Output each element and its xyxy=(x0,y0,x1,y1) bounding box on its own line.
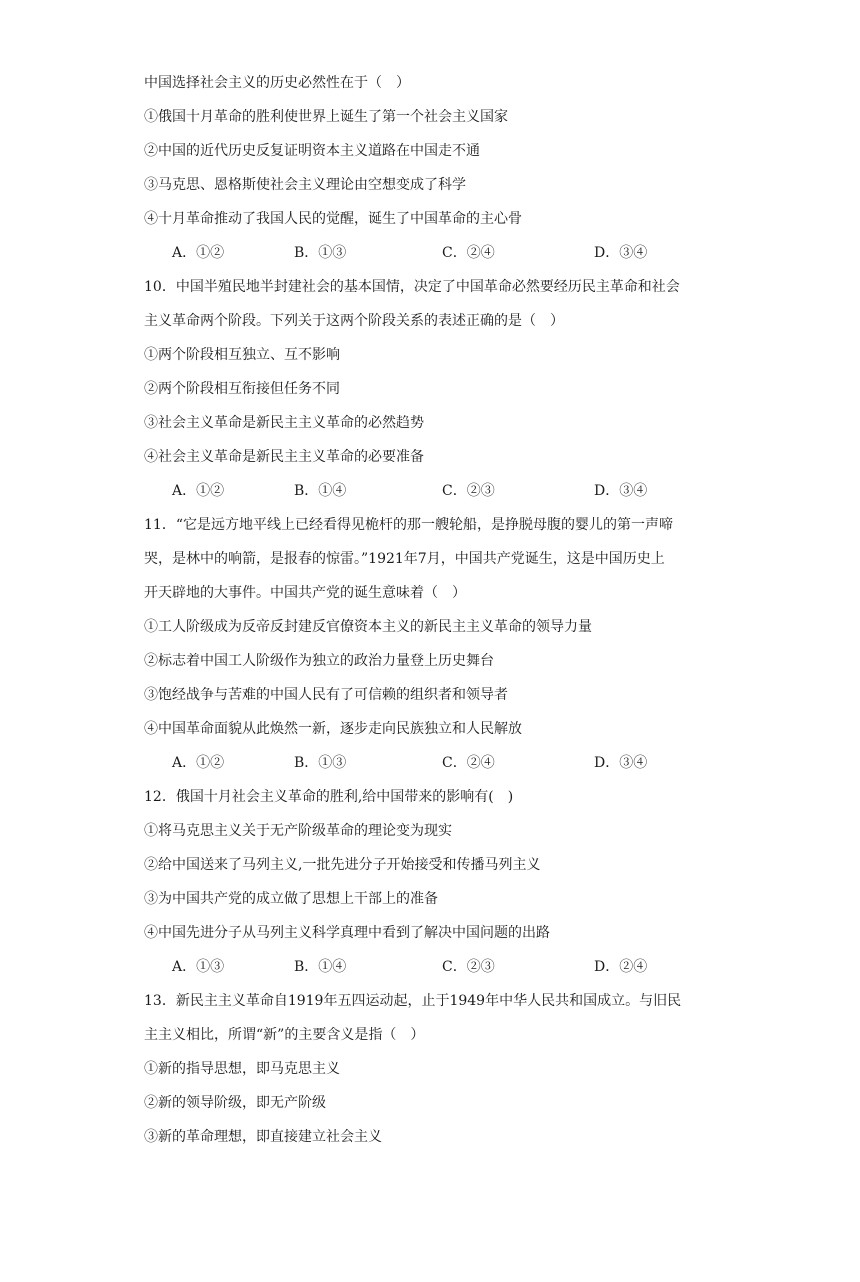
question-stem-line-2: 主义革命两个阶段。下列关于这两个阶段关系的表述正确的是（ ） xyxy=(144,313,564,329)
option-d[interactable]: D．③④ xyxy=(594,483,648,499)
statement-1: ①两个阶段相互独立、互不影响 xyxy=(144,347,340,363)
option-d[interactable]: D．③④ xyxy=(594,245,648,261)
question-9 xyxy=(144,66,760,270)
statement-1: ①新的指导思想，即马克思主义 xyxy=(144,1061,340,1077)
option-c[interactable]: C．②④ xyxy=(442,755,495,771)
option-b[interactable]: B．①③ xyxy=(294,755,347,771)
statement-3: ③饱经战争与苦难的中国人民有了可信赖的组织者和领导者 xyxy=(144,687,508,703)
option-c[interactable]: C．②③ xyxy=(442,483,495,499)
option-d[interactable]: D．②④ xyxy=(594,959,648,975)
answer-options xyxy=(144,950,760,984)
option-c[interactable]: C．②③ xyxy=(442,959,495,975)
question-stem: 12．俄国十月社会主义革命的胜利,给中国带来的影响有( ) xyxy=(144,789,514,805)
statement-2: ②标志着中国工人阶级作为独立的政治力量登上历史舞台 xyxy=(144,653,494,669)
document-page xyxy=(0,66,860,1282)
option-c[interactable]: C．②④ xyxy=(442,245,495,261)
statement-1: ①工人阶级成为反帝反封建反官僚资本主义的新民主主义革命的领导力量 xyxy=(144,619,592,635)
question-stem-line-2: 主主义相比，所谓“新”的主要含义是指（ ） xyxy=(144,1027,425,1043)
option-b[interactable]: B．①④ xyxy=(294,959,347,975)
question-stem-line-3: 开天辟地的大事件。中国共产党的诞生意味着（ ） xyxy=(144,585,466,601)
statement-1: ①俄国十月革命的胜利使世界上诞生了第一个社会主义国家 xyxy=(144,109,508,125)
statement-4: ④十月革命推动了我国人民的觉醒，诞生了中国革命的主心骨 xyxy=(144,211,522,227)
question-13 xyxy=(144,984,760,1154)
statement-2: ②两个阶段相互衔接但任务不同 xyxy=(144,381,340,397)
statement-2: ②中国的近代历史反复证明资本主义道路在中国走不通 xyxy=(144,143,480,159)
option-a[interactable]: A．①② xyxy=(172,245,225,261)
statement-4: ④中国先进分子从马列主义科学真理中看到了解决中国问题的出路 xyxy=(144,925,550,941)
statement-3: ③新的革命理想，即直接建立社会主义 xyxy=(144,1129,382,1145)
option-a[interactable]: A．①② xyxy=(172,483,225,499)
option-b[interactable]: B．①④ xyxy=(294,483,347,499)
statement-1: ①将马克思主义关于无产阶级革命的理论变为现实 xyxy=(144,823,452,839)
statement-4: ④中国革命面貌从此焕然一新，逐步走向民族独立和人民解放 xyxy=(144,721,522,737)
question-11 xyxy=(144,508,760,780)
statement-2: ②新的领导阶级，即无产阶级 xyxy=(144,1095,326,1111)
question-stem-line-1: 10．中国半殖民地半封建社会的基本国情，决定了中国革命必然要经历民主革命和社会 xyxy=(144,279,680,295)
option-a[interactable]: A．①③ xyxy=(172,959,225,975)
question-10 xyxy=(144,270,760,508)
question-stem-line-1: 13．新民主主义革命自1919年五四运动起，止于1949年中华人民共和国成立。与旧民 xyxy=(144,993,682,1009)
question-stem: 中国选择社会主义的历史必然性在于（ ） xyxy=(144,75,410,91)
question-stem-line-1: 11．“它是远方地平线上已经看得见桅杆的那一艘轮船，是挣脱母腹的婴儿的第一声啼 xyxy=(144,517,673,533)
question-12 xyxy=(144,780,760,984)
answer-options xyxy=(144,746,760,780)
option-d[interactable]: D．③④ xyxy=(594,755,648,771)
statement-4: ④社会主义革命是新民主主义革命的必要准备 xyxy=(144,449,424,465)
statement-2: ②给中国送来了马列主义,一批先进分子开始接受和传播马列主义 xyxy=(144,857,541,873)
statement-3: ③马克思、恩格斯使社会主义理论由空想变成了科学 xyxy=(144,177,466,193)
question-stem-line-2: 哭，是林中的响箭，是报春的惊雷。”1921年7月，中国共产党诞生，这是中国历史上 xyxy=(144,551,665,567)
option-b[interactable]: B．①③ xyxy=(294,245,347,261)
answer-options xyxy=(144,474,760,508)
answer-options xyxy=(144,236,760,270)
statement-3: ③为中国共产党的成立做了思想上干部上的准备 xyxy=(144,891,438,907)
statement-3: ③社会主义革命是新民主主义革命的必然趋势 xyxy=(144,415,424,431)
option-a[interactable]: A．①② xyxy=(172,755,225,771)
